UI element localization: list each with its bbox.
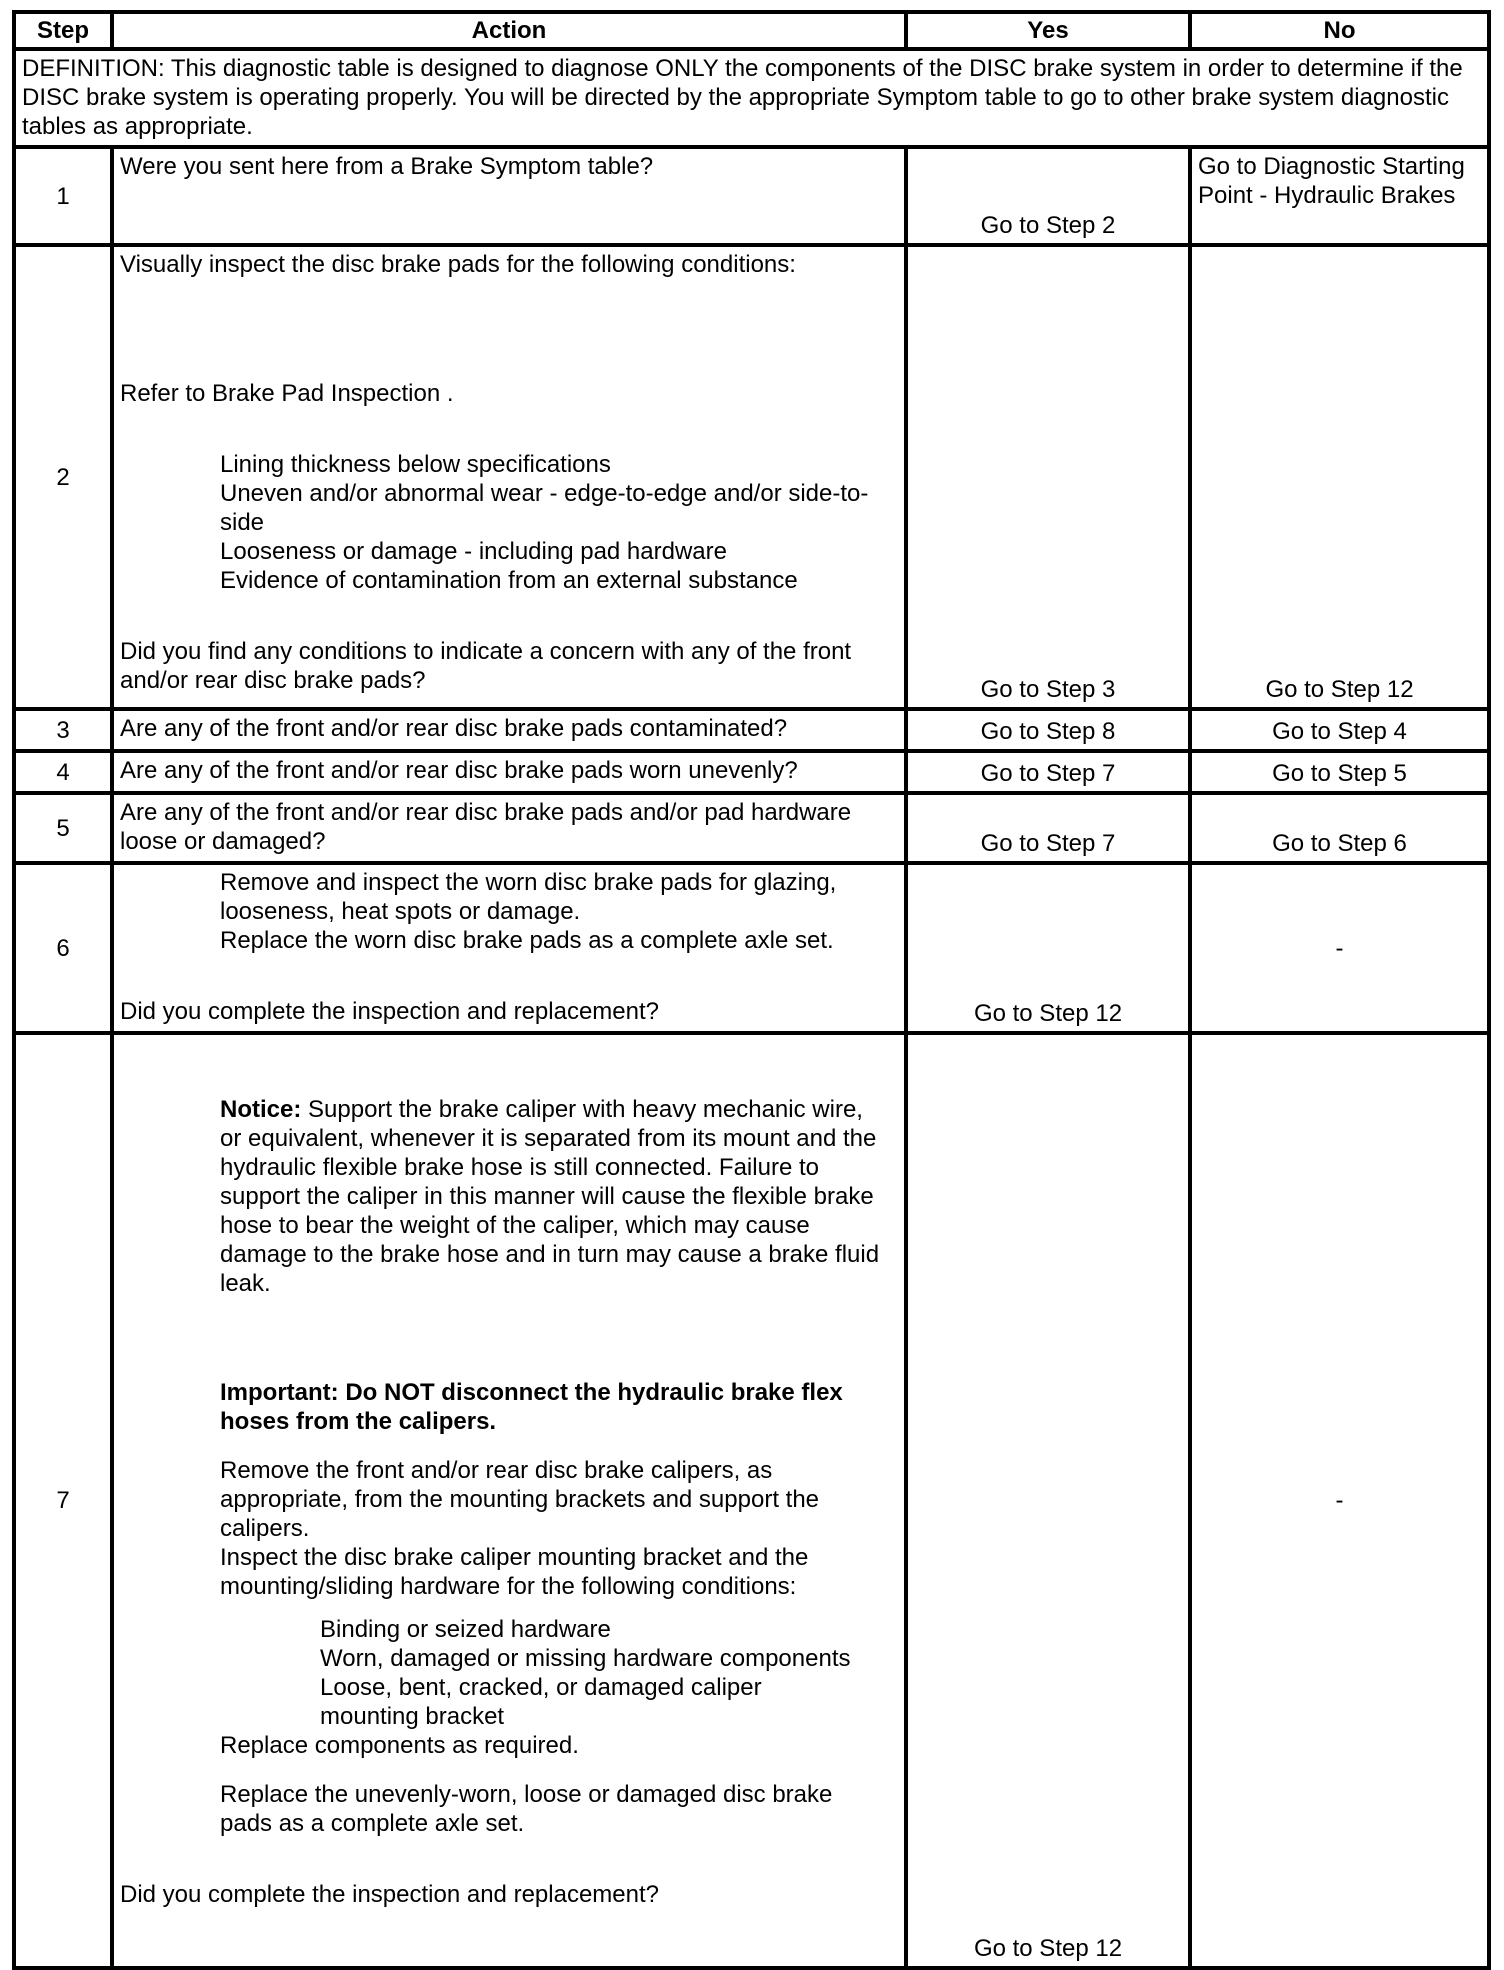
header-no: No xyxy=(1190,12,1489,49)
important-note: Important: Do NOT disconnect the hydraulic brake flex hoses from the calipers. xyxy=(220,1379,843,1435)
action-cell xyxy=(112,1033,906,1968)
notice-label: Notice: xyxy=(220,1096,302,1123)
condition-item: Worn, damaged or missing hardware components xyxy=(320,1645,851,1672)
no-link[interactable]: Go to Step 6 xyxy=(1190,793,1489,863)
header-step: Step xyxy=(14,12,112,49)
no-link[interactable]: Go to Step 5 xyxy=(1190,751,1489,793)
yes-link[interactable]: Go to Step 8 xyxy=(906,709,1190,751)
condition-item: Lining thickness below specifications xyxy=(220,451,611,478)
action-item: Remove the front and/or rear disc brake calipers, as appropriate, from the mounting brackets and support the calipers. xyxy=(220,1457,820,1542)
action-item: Replace components as required. xyxy=(220,1732,579,1759)
action-question: Are any of the front and/or rear disc brake pads worn unevenly? xyxy=(112,751,906,793)
table-row-step-3 xyxy=(14,709,1489,751)
step-number: 4 xyxy=(14,751,112,793)
action-question: Are any of the front and/or rear disc brake pads and/or pad hardware loose or damaged? xyxy=(112,793,906,863)
table-row-step-1 xyxy=(14,147,1489,245)
step-number: 7 xyxy=(14,1033,112,1968)
yes-link[interactable]: Go to Step 12 xyxy=(906,1033,1190,1968)
action-cell xyxy=(112,245,906,709)
no-value: - xyxy=(1190,863,1489,1033)
step-number: 2 xyxy=(14,245,112,709)
action-item: Remove and inspect the worn disc brake pads for glazing, looseness, heat spots or damage. xyxy=(220,869,837,925)
step-number: 6 xyxy=(14,863,112,1033)
yes-link[interactable]: Go to Step 7 xyxy=(906,793,1190,863)
condition-item: Evidence of contamination from an external substance xyxy=(220,567,798,594)
action-refer: Refer to Brake Pad Inspection . xyxy=(120,380,454,407)
action-cell xyxy=(112,147,906,245)
action-question: Were you sent here from a Brake Symptom table? xyxy=(120,153,654,180)
header-yes: Yes xyxy=(906,12,1190,49)
table-row-step-4 xyxy=(14,751,1489,793)
action-question: Did you complete the inspection and replacement? xyxy=(120,1881,659,1908)
condition-item: Loose, bent, cracked, or damaged caliper mounting bracket xyxy=(320,1674,762,1730)
condition-item: Binding or seized hardware xyxy=(320,1616,611,1643)
no-link[interactable]: Go to Step 4 xyxy=(1190,709,1489,751)
condition-item: Uneven and/or abnormal wear - edge-to-edge and/or side-to-side xyxy=(220,480,869,536)
no-value: - xyxy=(1190,1033,1489,1968)
definition-text: DEFINITION: This diagnostic table is designed to diagnose ONLY the components of the DISC brake system in order to determine if the DISC brake system is operating properly. You will be directed by the appropriate Symptom table to go to other brake system diagnostic tables as appropriate. xyxy=(14,49,1489,147)
table-row-step-6 xyxy=(14,863,1489,1033)
step-number: 1 xyxy=(14,147,112,245)
yes-link[interactable]: Go to Step 3 xyxy=(906,245,1190,709)
table-row-step-5 xyxy=(14,793,1489,863)
action-intro: Visually inspect the disc brake pads for the following conditions: xyxy=(120,251,796,278)
table-row-step-7 xyxy=(14,1033,1489,1968)
header-row xyxy=(14,12,1489,49)
definition-row xyxy=(14,49,1489,147)
action-question: Did you find any conditions to indicate a concern with any of the front and/or rear disc brake pads? xyxy=(120,638,852,694)
condition-item: Looseness or damage - including pad hardware xyxy=(220,538,727,565)
action-item: Inspect the disc brake caliper mounting bracket and the mounting/sliding hardware for the following conditions: xyxy=(220,1544,809,1600)
step-number: 3 xyxy=(14,709,112,751)
diagnostic-table xyxy=(12,10,1491,1970)
yes-link[interactable]: Go to Step 2 xyxy=(906,147,1190,245)
action-question: Did you complete the inspection and replacement? xyxy=(120,998,659,1025)
header-action: Action xyxy=(112,12,906,49)
notice-text: Support the brake caliper with heavy mechanic wire, or equivalent, whenever it is separated from its mount and the hydraulic flexible brake hose is still connected. Failure to support the caliper in this manner will cause the flexible brake hose to bear the weight of the caliper, which may cause damage to the brake hose and in turn may cause a brake fluid leak. xyxy=(220,1096,880,1297)
no-link[interactable]: Go to Step 12 xyxy=(1190,245,1489,709)
action-item: Replace the unevenly-worn, loose or damaged disc brake pads as a complete axle set. xyxy=(220,1781,833,1837)
action-question: Are any of the front and/or rear disc brake pads contaminated? xyxy=(112,709,906,751)
no-link[interactable]: Go to Diagnostic Starting Point - Hydraulic Brakes xyxy=(1190,147,1489,245)
action-cell xyxy=(112,863,906,1033)
yes-link[interactable]: Go to Step 7 xyxy=(906,751,1190,793)
notice-paragraph xyxy=(120,1095,898,1298)
step-number: 5 xyxy=(14,793,112,863)
table-row-step-2 xyxy=(14,245,1489,709)
action-item: Replace the worn disc brake pads as a complete axle set. xyxy=(220,927,834,954)
yes-link[interactable]: Go to Step 12 xyxy=(906,863,1190,1033)
